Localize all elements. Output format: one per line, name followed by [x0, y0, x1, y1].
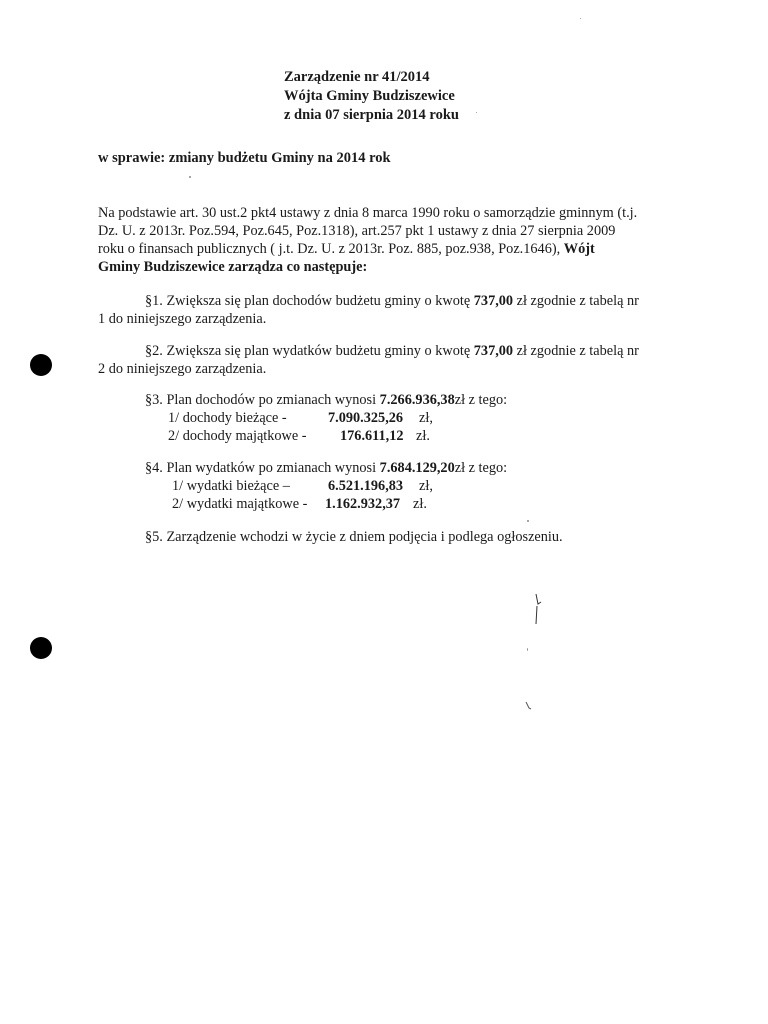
section-3-line: §3. Plan dochodów po zmianach wynosi 7.266.936,38zł z tego: — [145, 392, 508, 408]
document-subject: w sprawie: zmiany budżetu Gminy na 2014 rok — [98, 150, 391, 166]
scan-stroke-mark — [524, 700, 534, 712]
section-4 — [145, 459, 565, 513]
ordinance-issuer: Wójta Gminy Budziszewice — [284, 88, 455, 104]
section-2-amount: 737,00 — [473, 343, 514, 359]
section-3-item-current: 1/ dochody bieżące - 7.090.325,26 zł, — [168, 410, 433, 426]
section-2-line: 2 do niniejszego zarządzenia. — [98, 361, 267, 377]
section-3 — [145, 391, 565, 445]
section-2-line: §2. Zwiększa się plan wydatków budżetu gminy o kwotę 737,00 zł zgodnie z tabelą nr — [145, 343, 639, 359]
section-4-line: §4. Plan wydatków po zmianach wynosi 7.684.129,20zł z tego: — [145, 460, 508, 476]
section-4-total: 7.684.129,20 — [379, 460, 455, 476]
scan-speck — [527, 648, 528, 651]
scan-speck — [189, 176, 191, 178]
preamble-line: roku o finansach publicznych ( j.t. Dz. U. z 2013r. Poz. 885, poz.938, Poz.1646), Wójt — [98, 241, 595, 257]
legal-basis-paragraph — [98, 204, 678, 276]
preamble-line: Dz. U. z 2013r. Poz.594, Poz.645, Poz.1318), art.257 pkt 1 ustawy z dnia 27 sierpnia 2009 — [98, 223, 616, 239]
section-3-item-capital: 2/ dochody majątkowe - 176.611,12 zł. — [168, 428, 430, 444]
section-1-amount: 737,00 — [473, 293, 514, 309]
section-1 — [98, 292, 639, 328]
scan-speck — [527, 520, 529, 522]
section-1-line: §1. Zwiększa się plan dochodów budżetu gminy o kwotę 737,00 zł zgodnie z tabelą nr — [145, 293, 639, 309]
preamble-line: Gminy Budziszewice zarządza co następuje: — [98, 259, 368, 275]
section-3-total: 7.266.936,38 — [379, 392, 455, 408]
scan-speck — [476, 112, 477, 113]
preamble-line: Na podstawie art. 30 ust.2 pkt4 ustawy z dnia 8 marca 1990 roku o samorządzie gminnym (t.j. — [98, 205, 638, 221]
section-4-item-current: 1/ wydatki bieżące – 6.521.196,83 zł, — [172, 478, 433, 494]
scan-speck — [580, 18, 581, 19]
punch-hole-lower — [30, 637, 52, 659]
section-2 — [98, 342, 639, 378]
section-5 — [145, 528, 563, 546]
section-4-item-capital: 2/ wydatki majątkowe - 1.162.932,37 zł. — [172, 496, 427, 512]
section-1-line: 1 do niniejszego zarządzenia. — [98, 311, 267, 327]
scan-stroke-mark — [528, 592, 548, 632]
ordinance-date: z dnia 07 sierpnia 2014 roku — [284, 107, 459, 123]
section-5-line: §5. Zarządzenie wchodzi w życie z dniem podjęcia i podlega ogłoszeniu. — [145, 529, 563, 545]
ordinance-number: Zarządzenie nr 41/2014 — [284, 69, 430, 85]
punch-hole-upper — [30, 354, 52, 376]
document-header — [284, 68, 459, 125]
